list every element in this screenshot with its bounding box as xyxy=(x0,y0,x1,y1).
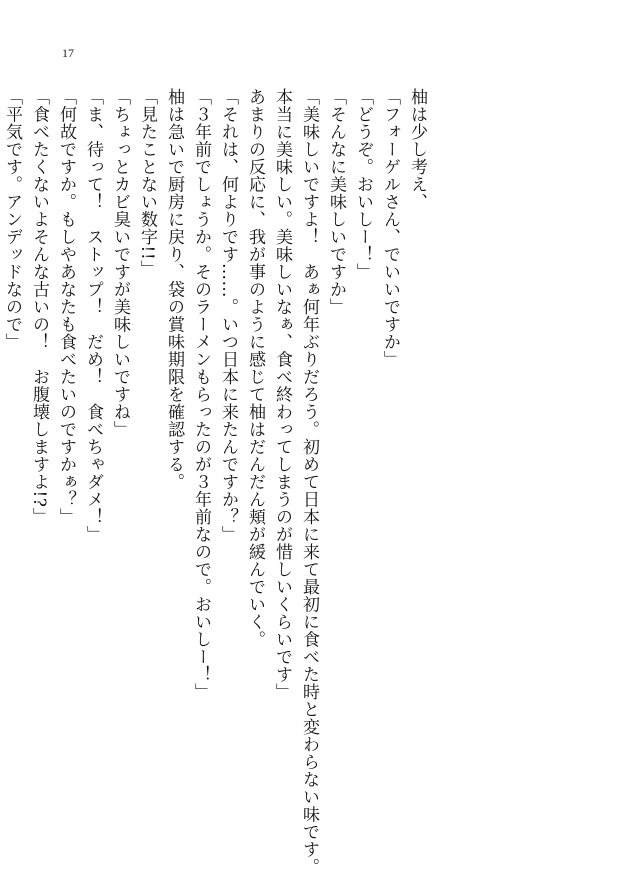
novel-text-column xyxy=(2,88,430,878)
page-number: 17 xyxy=(62,46,74,60)
text-line: 柚は少し考え、 xyxy=(407,88,427,211)
text-line: 「そんなに美味しいですか」 xyxy=(326,88,346,316)
text-line: 「ま、待って！ ストップ！ だめ！ 食べちゃダメ！」 xyxy=(83,88,103,543)
text-line: 柚は急いで厨房に戻り、袋の賞味期限を確認する。 xyxy=(164,88,184,491)
text-line: 「美味しいですよ！ あぁ何年ぶりだろう。初めて日本に来て最初に食べた時と変わらない味です。本当に美味しい。美味しいなぁ、食べ終わってしまうのが惜しいくらいです」 xyxy=(272,88,319,876)
text-line: 「どうぞ。おいしー！」 xyxy=(353,88,373,281)
text-line: 「それは、何よりです……。いつ日本に来たんですか？」 xyxy=(218,88,238,543)
text-line: 「フォーゲルさん、でいいですか」 xyxy=(380,88,400,368)
text-line: 「平気です。アンデッドなので」 xyxy=(2,88,22,351)
text-line: 「見たことない数字!!」 xyxy=(137,88,157,278)
text-line: 「何故ですか。もしやあなたも食べたいのですかぁ？」 xyxy=(56,88,76,526)
text-line: 「３年前でしょうか。そのラーメンもらったのが３年前なので。おいしー！」 xyxy=(191,88,211,701)
text-line: 「食べたくないよそんな古いの！ お腹壊しますよ!?」 xyxy=(29,88,49,525)
text-line: あまりの反応に、我が事のように感じて柚はだんだん頬が緩んでいく。 xyxy=(245,88,265,648)
text-line: 「ちょっとカビ臭いですが美味しいですね」 xyxy=(110,88,130,438)
